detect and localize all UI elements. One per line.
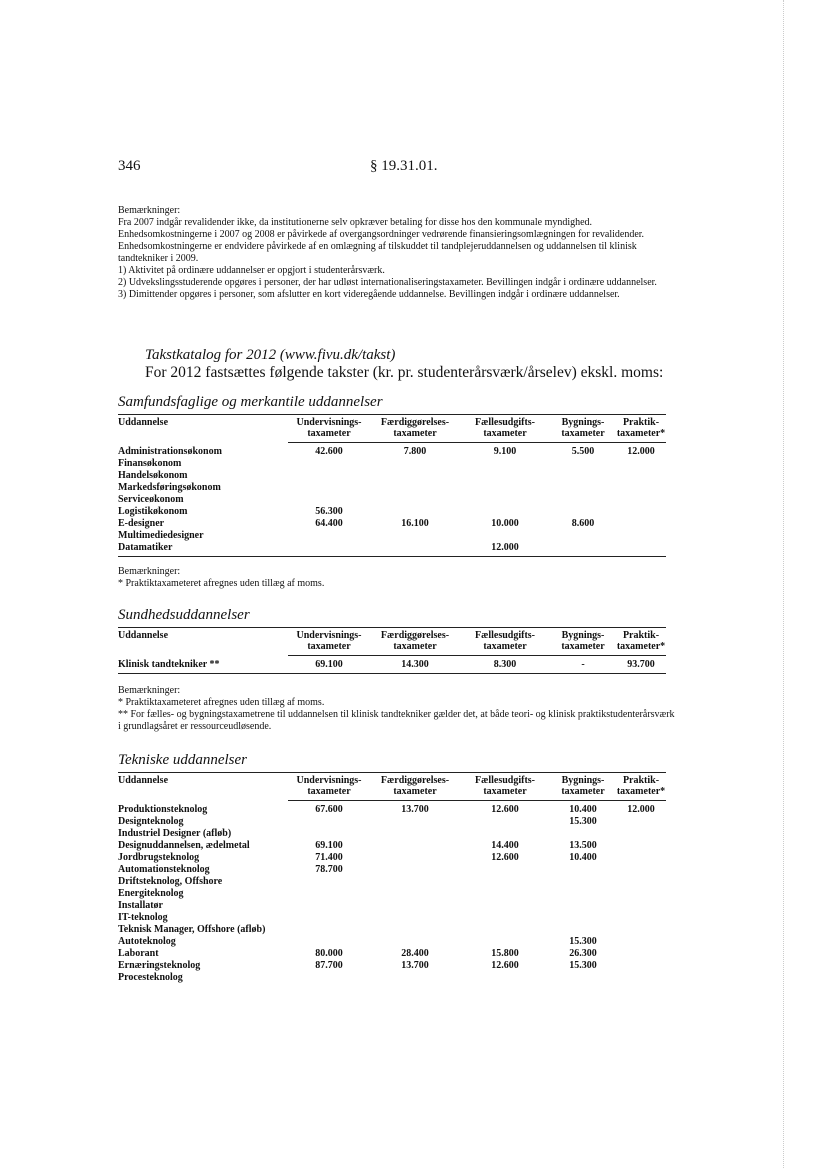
fee-value — [616, 530, 666, 542]
fee-value — [460, 482, 550, 494]
table-row — [118, 656, 666, 674]
fee-value: 8.300 — [460, 656, 550, 674]
fee-value: 7.800 — [403, 446, 427, 457]
fee-value — [550, 924, 616, 936]
table-row — [118, 900, 666, 912]
col-header-building-2: taxameter — [550, 428, 616, 443]
fee-value — [550, 530, 616, 542]
fee-value — [460, 888, 550, 900]
col-header-shared: Fællesudgifts- — [460, 415, 550, 429]
education-name: Designuddannelsen, ædelmetal — [118, 840, 250, 851]
remarks-heading: Bemærkninger: — [118, 685, 181, 696]
fee-value — [370, 530, 460, 542]
notes-block — [118, 205, 668, 301]
fee-value — [616, 864, 666, 876]
col-header-building: Bygnings- — [550, 415, 616, 429]
education-name: Logistikøkonom — [118, 506, 188, 517]
fee-value: 12.600 — [491, 804, 519, 815]
fee-value: 87.700 — [315, 960, 343, 971]
table-row — [118, 801, 666, 817]
fee-value — [550, 482, 616, 494]
education-name: Installatør — [118, 900, 163, 911]
table-row — [118, 936, 666, 948]
section-title: Samfundsfaglige og merkantile uddannelser — [118, 394, 383, 410]
section-title: Tekniske uddannelser — [118, 752, 248, 768]
education-name: Administrationsøkonom — [118, 445, 222, 457]
fee-value — [550, 494, 616, 506]
fee-value — [616, 458, 666, 470]
fee-value — [460, 936, 550, 948]
remarks-note: * Praktiktaxameteret afregnes uden tillæg af moms. — [118, 578, 325, 589]
fee-value — [370, 888, 460, 900]
fee-value: 12.000 — [627, 446, 655, 457]
table-row — [118, 494, 666, 506]
table-row — [118, 876, 666, 888]
fee-value — [370, 852, 460, 864]
col-header-shared: Fællesudgifts- — [460, 773, 550, 787]
col-header-education: Uddannelse — [118, 415, 288, 443]
fee-value — [288, 542, 370, 557]
col-header-completion: Færdiggørelses- — [370, 773, 460, 787]
col-header-shared-2: taxameter — [460, 428, 550, 443]
col-header-teaching: Undervisnings- — [288, 415, 370, 429]
scan-edge-line — [783, 0, 784, 1168]
table-row — [118, 530, 666, 542]
table-row — [118, 542, 666, 557]
col-header-shared: Fællesudgifts- — [460, 628, 550, 642]
fee-value — [550, 972, 616, 984]
paragraph-number: § 19.31.01. — [370, 158, 438, 174]
remarks-note: * Praktiktaxameteret afregnes uden tillæg af moms. — [118, 697, 325, 708]
table-row — [118, 948, 666, 960]
fee-value: 14.300 — [370, 656, 460, 674]
fee-value — [370, 542, 460, 557]
section-title: Sundhedsuddannelser — [118, 607, 250, 623]
col-header-internship-2: taxameter* — [616, 786, 666, 801]
fee-value — [616, 506, 666, 518]
fee-value: 69.100 — [315, 840, 343, 851]
fee-value — [616, 900, 666, 912]
fee-value — [370, 494, 460, 506]
col-header-teaching-2: taxameter — [288, 428, 370, 443]
fee-value — [550, 470, 616, 482]
col-header-education: Uddannelse — [118, 773, 288, 801]
page-number: 346 — [118, 158, 141, 174]
fee-value: 69.100 — [288, 656, 370, 674]
fee-value: 15.800 — [491, 948, 519, 959]
remarks-note-2: ** For fælles- og bygningstaxametrene til uddannelsen til klinisk tandtekniker gælder det, at både teori- og klinisk praktikstudenterårsværk i grundlagsåret er ressourceudløsende. — [118, 709, 675, 732]
col-header-internship: Praktik- — [616, 415, 666, 429]
fee-value — [460, 458, 550, 470]
fee-value: 93.700 — [616, 656, 666, 674]
fee-value — [460, 972, 550, 984]
fee-value — [616, 494, 666, 506]
education-name: Designteknolog — [118, 816, 184, 827]
fee-value — [616, 936, 666, 948]
fee-value: 15.300 — [569, 936, 597, 947]
fee-value — [370, 936, 460, 948]
col-header-internship: Praktik- — [616, 628, 666, 642]
fee-value — [616, 972, 666, 984]
notes-heading: Bemærkninger: — [118, 205, 181, 216]
fee-value — [288, 876, 370, 888]
remarks-heading: Bemærkninger: — [118, 566, 181, 577]
fee-value — [460, 470, 550, 482]
fee-value — [550, 542, 616, 557]
fee-value — [616, 960, 666, 972]
fee-value: 56.300 — [315, 506, 343, 517]
fee-value: 16.100 — [401, 518, 429, 529]
fee-value — [616, 542, 666, 557]
table-row — [118, 506, 666, 518]
fee-value — [616, 888, 666, 900]
col-header-building: Bygnings- — [550, 628, 616, 642]
fee-value — [288, 828, 370, 840]
table-row — [118, 816, 666, 828]
fee-value — [550, 458, 616, 470]
col-header-shared-2: taxameter — [460, 786, 550, 801]
fee-value: 8.600 — [571, 518, 595, 529]
fee-value — [460, 816, 550, 828]
education-name: Industriel Designer (afløb) — [118, 828, 232, 839]
fee-value — [616, 912, 666, 924]
col-header-completion: Færdiggørelses- — [370, 628, 460, 642]
table-row — [118, 960, 666, 972]
fee-value: 12.600 — [491, 852, 519, 863]
fee-value — [550, 506, 616, 518]
fee-value — [616, 840, 666, 852]
fee-value — [288, 530, 370, 542]
fee-value — [288, 912, 370, 924]
education-name: Teknisk Manager, Offshore (afløb) — [118, 924, 266, 935]
table-row — [118, 864, 666, 876]
fee-value: 12.600 — [491, 960, 519, 971]
catalog-subtitle: For 2012 fastsættes følgende takster (kr. pr. studenterårsværk/årselev) ekskl. moms: — [145, 364, 664, 381]
fee-value — [550, 876, 616, 888]
col-header-education: Uddannelse — [118, 628, 288, 656]
col-header-internship: Praktik- — [616, 773, 666, 787]
education-name: Klinisk tandtekniker ** — [118, 656, 288, 674]
fee-value: 10.400 — [569, 852, 597, 863]
fee-value: 13.500 — [569, 840, 597, 851]
fee-value — [288, 816, 370, 828]
fee-value — [288, 888, 370, 900]
education-name: Serviceøkonom — [118, 494, 184, 505]
fee-value: 80.000 — [315, 948, 343, 959]
table-row — [118, 840, 666, 852]
fee-value — [460, 828, 550, 840]
table-row — [118, 972, 666, 984]
col-header-teaching-2: taxameter — [288, 786, 370, 801]
fee-value — [288, 900, 370, 912]
col-header-completion-2: taxameter — [370, 786, 460, 801]
education-name: Finansøkonom — [118, 458, 182, 469]
fee-value: 67.600 — [315, 804, 343, 815]
table-row — [118, 912, 666, 924]
fee-value — [370, 924, 460, 936]
fee-value — [616, 482, 666, 494]
fee-value — [616, 948, 666, 960]
table-row — [118, 852, 666, 864]
fee-value: 15.300 — [569, 816, 597, 827]
fee-value — [550, 888, 616, 900]
col-header-building-2: taxameter — [550, 786, 616, 801]
section-remarks — [118, 685, 678, 733]
col-header-shared-2: taxameter — [460, 641, 550, 656]
notes-item-1: 1) Aktivitet på ordinære uddannelser er opgjort i studenterårsværk. — [118, 265, 385, 276]
notes-item-2: 2) Udvekslingsstuderende opgøres i personer, der har udløst internationaliseringstaxameter. Bevillingen indgår i ordinære uddannelser. — [118, 277, 657, 288]
fee-value — [370, 900, 460, 912]
education-name: Ernæringsteknolog — [118, 960, 201, 971]
fee-value — [288, 470, 370, 482]
table-row — [118, 443, 666, 459]
fee-value — [370, 816, 460, 828]
fee-value — [460, 530, 550, 542]
notes-item-3: 3) Dimittender opgøres i personer, som afslutter en kort videregående uddannelse. Bevillingen indgår i ordinære uddannelser. — [118, 289, 620, 300]
fee-value — [616, 816, 666, 828]
table-row — [118, 470, 666, 482]
fee-value — [616, 876, 666, 888]
fee-value: 42.600 — [315, 446, 343, 457]
fee-value — [370, 482, 460, 494]
fee-value — [550, 900, 616, 912]
col-header-building-2: taxameter — [550, 641, 616, 656]
fee-value: 14.400 — [491, 840, 519, 851]
fee-table — [118, 414, 666, 557]
fee-value — [288, 482, 370, 494]
section-remarks — [118, 566, 678, 590]
fee-value — [288, 936, 370, 948]
notes-text: Fra 2007 indgår revalidender ikke, da institutionerne selv opkræver betaling for disse hos den kommunale myndighed. Enhedsomkostningerne i 2007 og 2008 er påvirkede af overgangsordninger vedrørende finansieringsomlægningen for revalidender. Enhedsomkostningerne er endvidere påvirkede af en omlægning af tilskuddet til tandplejeruddannelsen og uddannelsen til klinisk tandtekniker i 2009. — [118, 217, 645, 264]
fee-value: 5.500 — [571, 446, 595, 457]
col-header-completion-2: taxameter — [370, 428, 460, 443]
table-body — [118, 443, 666, 557]
education-name: Energiteknolog — [118, 888, 184, 899]
col-header-internship-2: taxameter* — [616, 428, 666, 443]
education-name: Markedsføringsøkonom — [118, 482, 221, 493]
fee-value — [370, 840, 460, 852]
col-header-teaching-2: taxameter — [288, 641, 370, 656]
table-row — [118, 828, 666, 840]
fee-value: 26.300 — [569, 948, 597, 959]
education-name: Produktionsteknolog — [118, 803, 208, 815]
education-name: IT-teknolog — [118, 912, 168, 923]
table-row — [118, 888, 666, 900]
fee-value — [370, 876, 460, 888]
fee-value — [370, 912, 460, 924]
fee-value: 10.400 — [569, 804, 597, 815]
fee-value — [370, 470, 460, 482]
fee-value — [370, 506, 460, 518]
fee-value: 12.000 — [460, 542, 550, 557]
col-header-teaching: Undervisnings- — [288, 773, 370, 787]
col-header-building: Bygnings- — [550, 773, 616, 787]
fee-value — [550, 828, 616, 840]
fee-value: 13.700 — [401, 804, 429, 815]
fee-value — [616, 828, 666, 840]
fee-value — [370, 458, 460, 470]
fee-value: 78.700 — [315, 864, 343, 875]
fee-value — [616, 924, 666, 936]
fee-value: 10.000 — [491, 518, 519, 529]
fee-value — [616, 470, 666, 482]
fee-value — [370, 828, 460, 840]
fee-value: 28.400 — [401, 948, 429, 959]
fee-table — [118, 627, 666, 674]
fee-value — [460, 924, 550, 936]
fee-value — [370, 864, 460, 876]
education-name: Multimediedesigner — [118, 530, 204, 541]
education-name: E-designer — [118, 518, 165, 529]
fee-value: 12.000 — [627, 804, 655, 815]
fee-value — [460, 494, 550, 506]
fee-value — [460, 506, 550, 518]
fee-value: 13.700 — [401, 960, 429, 971]
fee-value — [616, 518, 666, 530]
education-name: Jordbrugsteknolog — [118, 852, 200, 863]
fee-value — [460, 876, 550, 888]
fee-value — [460, 864, 550, 876]
fee-value: - — [550, 656, 616, 674]
education-name: Handelsøkonom — [118, 470, 188, 481]
fee-value — [288, 458, 370, 470]
fee-value — [288, 494, 370, 506]
fee-value — [288, 924, 370, 936]
fee-value — [550, 864, 616, 876]
education-name: Autoteknolog — [118, 936, 176, 947]
education-name: Laborant — [118, 948, 159, 959]
education-name: Automationsteknolog — [118, 864, 210, 875]
fee-value — [460, 912, 550, 924]
education-name: Datamatiker — [118, 542, 288, 557]
table-row — [118, 518, 666, 530]
table-row — [118, 482, 666, 494]
fee-value — [370, 972, 460, 984]
fee-value: 9.100 — [493, 446, 517, 457]
fee-value — [460, 900, 550, 912]
table-row — [118, 924, 666, 936]
fee-value — [288, 972, 370, 984]
fee-value: 64.400 — [315, 518, 343, 529]
col-header-teaching: Undervisnings- — [288, 628, 370, 642]
fee-value: 71.400 — [315, 852, 343, 863]
col-header-completion: Færdiggørelses- — [370, 415, 460, 429]
table-body — [118, 656, 666, 674]
fee-value — [550, 912, 616, 924]
fee-table — [118, 772, 666, 984]
fee-value: 15.300 — [569, 960, 597, 971]
fee-value — [616, 852, 666, 864]
catalog-title: Takstkatalog for 2012 (www.fivu.dk/takst) — [145, 347, 396, 363]
col-header-internship-2: taxameter* — [616, 641, 666, 656]
education-name: Procesteknolog — [118, 972, 183, 983]
education-name: Driftsteknolog, Offshore — [118, 876, 223, 887]
col-header-completion-2: taxameter — [370, 641, 460, 656]
table-body — [118, 801, 666, 985]
table-row — [118, 458, 666, 470]
